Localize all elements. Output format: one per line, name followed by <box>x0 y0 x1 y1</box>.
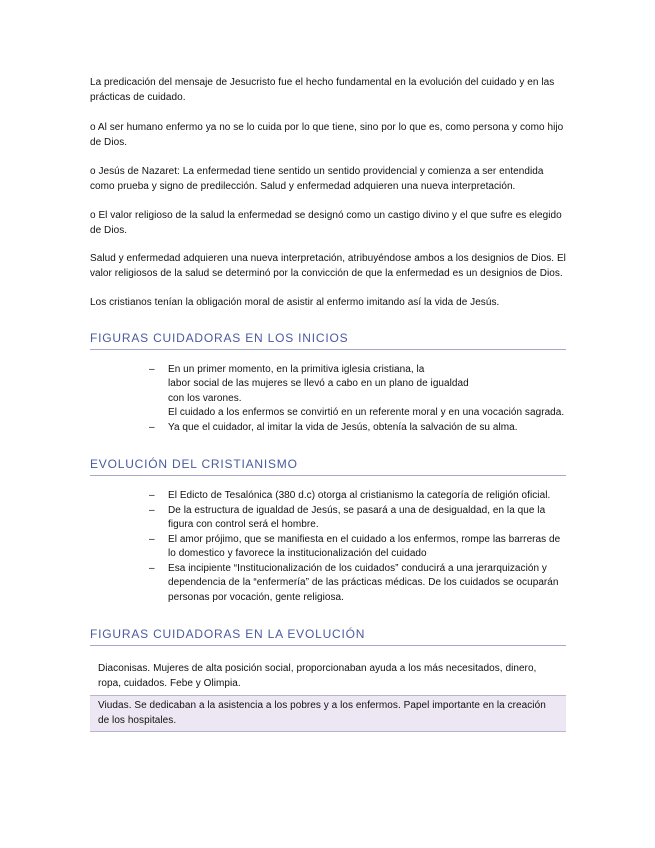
dash-bullet: – <box>149 363 155 375</box>
dash-bullet: – <box>149 533 155 545</box>
document-page <box>90 76 566 732</box>
viudas-box: Viudas. Se dedicaban a la asistencia a los pobres y a los enfermos. Papel importante en la creación de los hospitales. <box>90 695 566 732</box>
section-heading-figuras-evolucion: FIGURAS CUIDADORAS EN LA EVOLUCIÓN <box>90 627 566 646</box>
list-item-line: En un primer momento, en la primitiva iglesia cristiana, la <box>168 363 425 375</box>
list-item-line: El cuidado a los enfermos se convirtió en un referente moral y en una vocación sagrada. <box>168 407 565 418</box>
dash-bullet: – <box>149 490 155 501</box>
dash-bullet: – <box>149 421 155 433</box>
intro-paragraph-4: o El valor religioso de la salud la enfermedad se designó como un castigo divino y el que sufre es elegido de Dios. <box>90 210 562 236</box>
diaconisas-box: Diaconisas. Mujeres de alta posición social, proporcionaban ayuda a los más necesitados, dinero, ropa, cuidados. Febe y Olimpia. <box>98 663 537 689</box>
dash-bullet: – <box>149 562 155 574</box>
list-item <box>149 421 566 436</box>
list-item <box>149 504 566 533</box>
list-item <box>149 489 566 504</box>
inicios-list <box>90 363 566 436</box>
list-item-text: El amor prójimo, que se manifiesta en el cuidado a los enfermos, rompe las barreras de lo domestico y favorece la institucionalización del cuidado <box>168 533 561 559</box>
intro-paragraph-6: Los cristianos tenían la obligación moral de asistir al enfermo imitando así la vida de Jesús. <box>90 297 500 308</box>
list-item-text: Esa incipiente “Institucionalización de los cuidados” conducirá a una jerarquización y dependencia de la “enfermería” de las prácticas médicas. De los cuidados se ocuparán personas por vocación, gente religiosa. <box>168 562 559 603</box>
dash-bullet: – <box>149 504 155 516</box>
intro-paragraph-3: o Jesús de Nazaret: La enfermedad tiene sentido un sentido providencial y comienza a ser entendida como prueba y signo de predilección. Salud y enfermedad adquieren una nueva interpretación. <box>90 166 544 192</box>
list-item-line: labor social de las mujeres se llevó a cabo en un plano de igualdad <box>168 378 469 389</box>
list-item <box>149 533 566 562</box>
list-item-text: De la estructura de igualdad de Jesús, se pasará a una de desigualdad, en la que la figura con control será el hombre. <box>168 504 546 530</box>
intro-paragraph-5: Salud y enfermedad adquieren una nueva interpretación, atribuyéndose ambos a los designios de Dios. El valor religiosos de la salud se determinó por la convicción de que la enfermedad es un designios de Dios. <box>90 253 566 279</box>
list-item <box>149 363 566 421</box>
list-item <box>149 562 566 606</box>
section-heading-evolucion-cristianismo: EVOLUCIÓN DEL CRISTIANISMO <box>90 457 566 476</box>
list-item-line: Ya que el cuidador, al imitar la vida de Jesús, obtenía la salvación de su alma. <box>168 421 518 433</box>
intro-paragraph-1: La predicación del mensaje de Jesucristo fue el hecho fundamental en la evolución del cuidado y en las prácticas de cuidado. <box>90 77 555 103</box>
list-item-line: con los varones. <box>168 392 242 404</box>
list-item-text: El Edicto de Tesalónica (380 d.c) otorga al cristianismo la categoría de religión oficial. <box>168 490 551 501</box>
cristianismo-list <box>90 489 566 605</box>
intro-paragraph-2: o Al ser humano enfermo ya no se lo cuida por lo que tiene, sino por lo que es, como persona y como hijo de Dios. <box>90 122 564 148</box>
section-heading-inicios: FIGURAS CUIDADORAS EN LOS INICIOS <box>90 331 566 350</box>
